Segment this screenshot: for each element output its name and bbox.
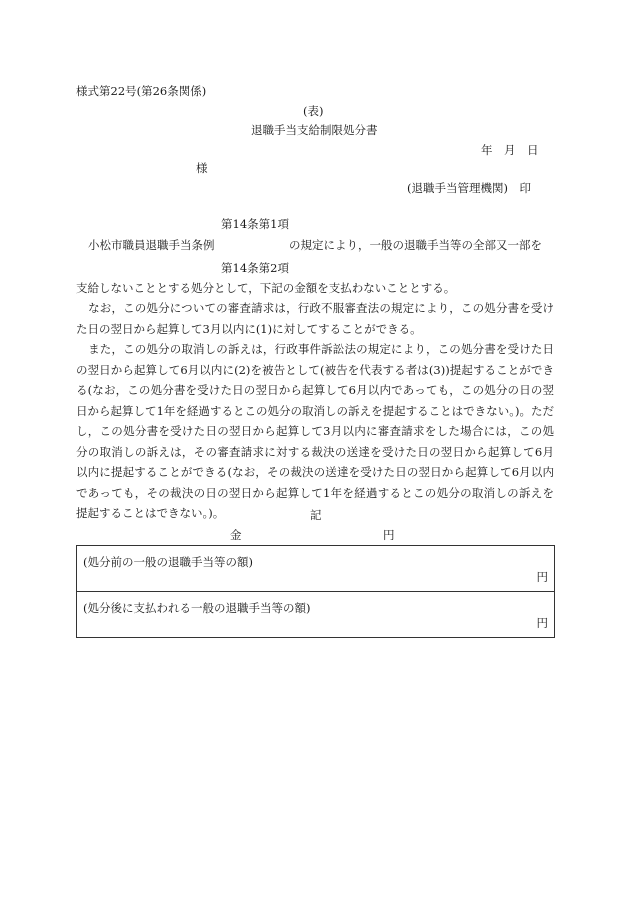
body-paragraph-2: なお，この処分についての審査請求は，行政不服審査法の規定により，この処分書を受けた日の翌日から起算して3月以内に(1)に対してすることができる。 — [76, 301, 554, 336]
article-option-2: 第14条第2項 — [221, 261, 289, 275]
form-number: 様式第22号(第26条関係) — [76, 84, 207, 98]
note-heading: 記 — [310, 508, 322, 522]
ordinance-text: の規定により，一般の退職手当等の全部又一部を — [289, 238, 542, 252]
article-option-1: 第14条第1項 — [221, 217, 289, 231]
side-label: (表) — [303, 104, 324, 118]
row-after-label: (処分後に支払われる一般の退職手当等の額) — [83, 601, 311, 615]
ordinance-name: 小松市職員退職手当条例 — [88, 238, 215, 252]
row-after-unit: 円 — [536, 616, 548, 630]
issuer-seal: (退職手当管理機関) 印 — [407, 181, 531, 195]
body-paragraph-3: また，この処分の取消しの訴えは，行政事件訴訟法の規定により，この処分書を受けた日の翌日から起算して6月以内に(2)を被告として(被告を代表する者は(3))提起することができる(なお，この処分書を受けた日の翌日から起算して6月以内であっても，この処分の日の翌日から起算して1年を経過するとこの処分の取消しの訴えを提起することはできない。)。ただし，この処分書を受けた日の翌日から起算して3月以内に審査請求をした場合には，この処分の取消しの訴えは，その審査請求に対する裁決の送達を受けた日の翌日から起算して6月以内に提起することができる(なお，その裁決の送達を受けた日の翌日から起算して6月以内であっても，その裁決の日の翌日から起算して1年を経過するとこの処分の取消しの訴えを提起することはできない。)。 — [76, 342, 554, 520]
row-before-label: (処分前の一般の退職手当等の額) — [83, 555, 253, 569]
amount-label: 金 — [230, 528, 242, 542]
body-paragraph-1: 支給しないこととする処分として，下記の金額を支払わないこととする。 — [76, 281, 456, 295]
document-title: 退職手当支給制限処分書 — [251, 123, 378, 137]
date-line: 年 月 日 — [481, 143, 539, 157]
table-row-after — [77, 591, 554, 637]
row-before-unit: 円 — [536, 570, 548, 584]
amount-table — [76, 545, 555, 638]
addressee-honorific: 様 — [196, 161, 208, 175]
amount-unit: 円 — [383, 528, 395, 542]
table-row-before — [77, 546, 554, 591]
